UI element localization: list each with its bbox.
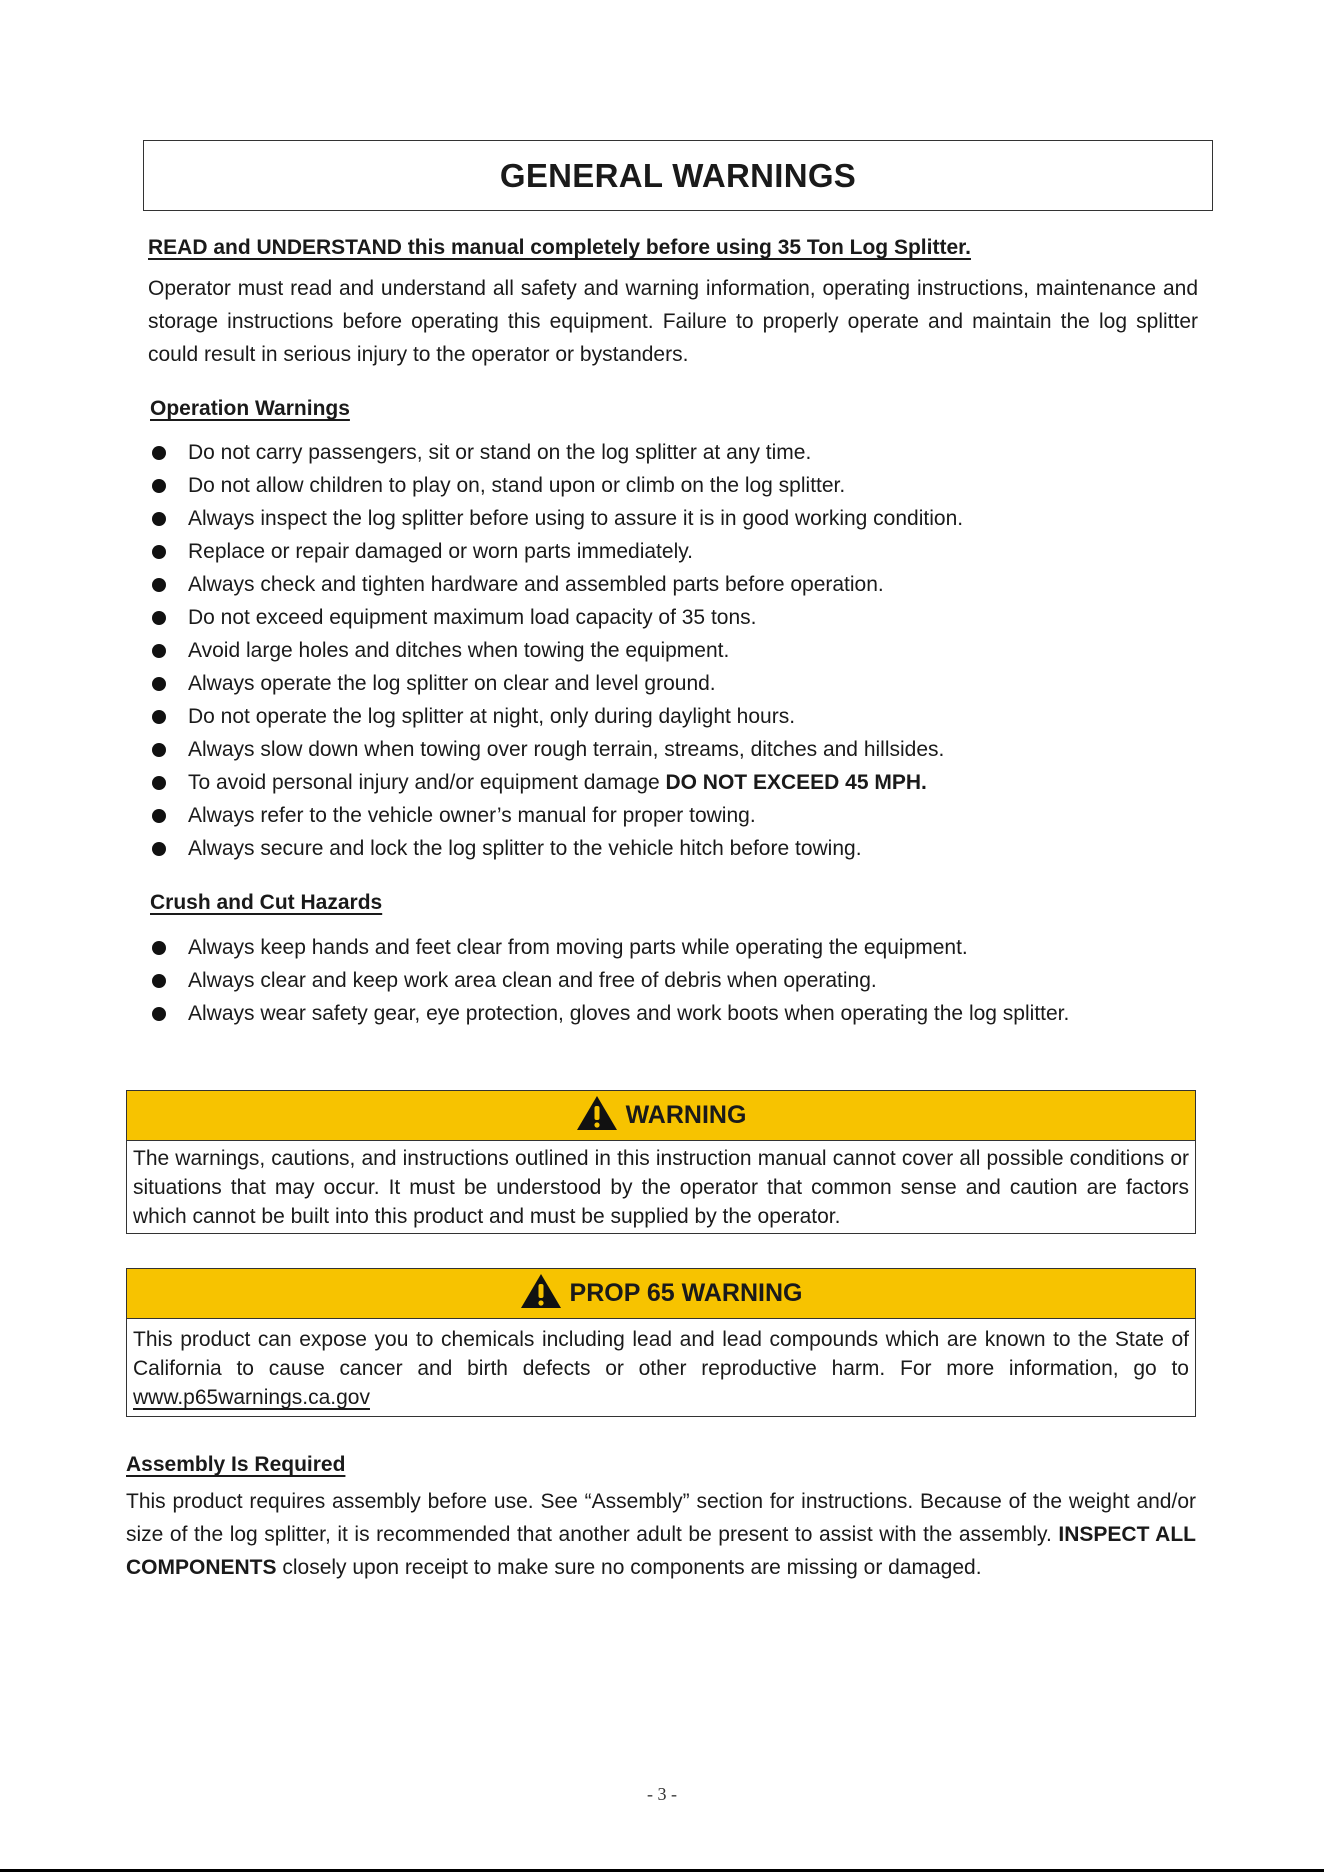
warning-triangle-icon — [576, 1095, 618, 1136]
warning-box — [126, 1090, 1196, 1234]
list-item: Always clear and keep work area clean and free of debris when operating. — [150, 964, 1210, 997]
crush-cut-list — [150, 931, 1210, 1030]
bullet-icon — [152, 809, 166, 823]
bullet-icon — [152, 743, 166, 757]
bullet-icon — [152, 512, 166, 526]
list-item: To avoid personal injury and/or equipment damage DO NOT EXCEED 45 MPH. — [150, 766, 1210, 799]
warning-title: WARNING — [625, 1101, 747, 1129]
bullet-icon — [152, 578, 166, 592]
list-item: Do not operate the log splitter at night, only during daylight hours. — [150, 700, 1210, 733]
list-item: Avoid large holes and ditches when towing the equipment. — [150, 634, 1210, 667]
inspect-emphasis: INSPECT ALL COMPONENTS — [126, 1523, 1197, 1579]
list-item: Always slow down when towing over rough terrain, streams, ditches and hillsides. — [150, 733, 1210, 766]
title-box — [143, 140, 1213, 211]
bullet-icon — [152, 479, 166, 493]
bullet-icon — [152, 644, 166, 658]
intro-paragraph: Operator must read and understand all safety and warning information, operating instructions, maintenance and storage instructions before operating this equipment. Failure to properly operate and maintain the log splitter could result in serious injury to the operator or bystanders. — [148, 277, 1198, 366]
warning-triangle-icon — [520, 1273, 562, 1314]
bullet-icon — [152, 776, 166, 790]
list-item: Always check and tighten hardware and assembled parts before operation. — [150, 568, 1210, 601]
bullet-icon — [152, 1007, 166, 1021]
operation-warnings-list — [150, 436, 1210, 865]
bullet-icon — [152, 842, 166, 856]
p65-website-link[interactable]: www.p65warnings.ca.gov — [133, 1386, 370, 1409]
prop65-warning-box — [126, 1268, 1196, 1417]
list-item: Always secure and lock the log splitter to the vehicle hitch before towing. — [150, 832, 1210, 865]
assembly-heading: Assembly Is Required — [126, 1453, 346, 1476]
list-item: Do not exceed equipment maximum load capacity of 35 tons. — [150, 601, 1210, 634]
speed-limit-emphasis: DO NOT EXCEED 45 MPH. — [665, 771, 927, 794]
list-item: Always operate the log splitter on clear and level ground. — [150, 667, 1210, 700]
list-item: Do not allow children to play on, stand upon or climb on the log splitter. — [150, 469, 1210, 502]
warning-header — [127, 1091, 1195, 1141]
list-item: Do not carry passengers, sit or stand on the log splitter at any time. — [150, 436, 1210, 469]
read-heading: READ and UNDERSTAND this manual completely before using 35 Ton Log Splitter. — [148, 236, 971, 259]
prop65-header — [127, 1269, 1195, 1319]
bullet-icon — [152, 545, 166, 559]
bullet-icon — [152, 611, 166, 625]
warning-body: The warnings, cautions, and instructions outlined in this instruction manual cannot cover all possible conditions or situations that may occur. It must be understood by the operator that common sense and caution are factors which cannot be built into this product and must be supplied by the operator. — [133, 1147, 1189, 1228]
bullet-icon — [152, 974, 166, 988]
bullet-icon — [152, 710, 166, 724]
page-number: - 3 - — [647, 1784, 677, 1804]
bullet-icon — [152, 941, 166, 955]
bullet-icon — [152, 677, 166, 691]
page-title: GENERAL WARNINGS — [499, 156, 857, 194]
list-item: Always inspect the log splitter before using to assure it is in good working condition. — [150, 502, 1210, 535]
list-item: Replace or repair damaged or worn parts immediately. — [150, 535, 1210, 568]
prop65-body: This product can expose you to chemicals including lead and lead compounds which are known to the State of California to cause cancer and birth defects or other reproductive harm. For more information, go to www.p65warnings.ca.gov — [133, 1328, 1189, 1409]
list-item: Always wear safety gear, eye protection, gloves and work boots when operating the log splitter. — [150, 997, 1210, 1030]
list-item: Always refer to the vehicle owner’s manual for proper towing. — [150, 799, 1210, 832]
operation-warnings-heading: Operation Warnings — [150, 397, 350, 420]
crush-cut-heading: Crush and Cut Hazards — [150, 891, 383, 914]
assembly-paragraph: This product requires assembly before use. See “Assembly” section for instructions. Because of the weight and/or size of the log splitter, it is recommended that another adult be present to assist with the assembly. INSPECT ALL COMPONENTS closely upon receipt to make sure no components are missing or damaged. — [126, 1490, 1197, 1579]
list-item: Always keep hands and feet clear from moving parts while operating the equipment. — [150, 931, 1210, 964]
prop65-title: PROP 65 WARNING — [569, 1279, 803, 1307]
bullet-icon — [152, 446, 166, 460]
